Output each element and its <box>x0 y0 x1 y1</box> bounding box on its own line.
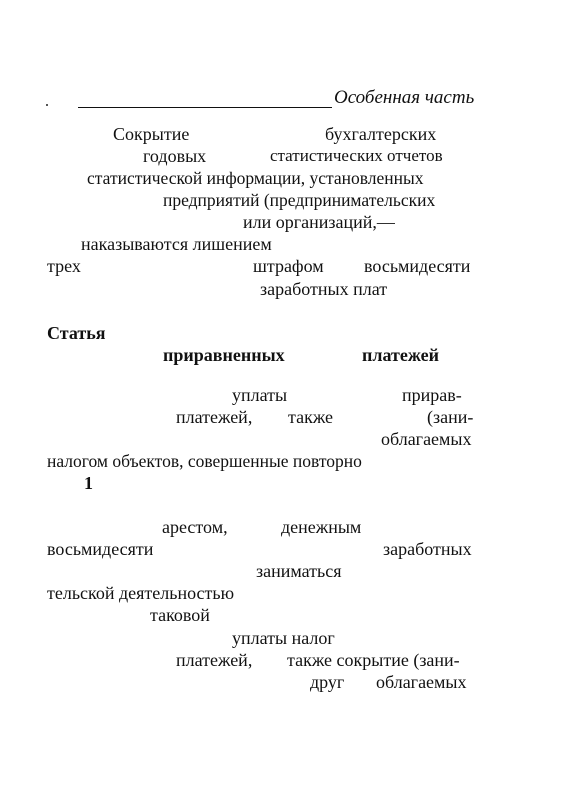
text-line: или организаций,— <box>243 212 395 232</box>
text-line: 1 <box>84 473 93 493</box>
text-line: восьмидесяти <box>364 256 471 276</box>
header-rule <box>78 107 332 108</box>
text-line: тельской деятельностью <box>47 583 235 603</box>
article-heading: приравненных <box>163 345 285 365</box>
text-line: бухгалтерских <box>325 124 437 144</box>
text-line: облагаемых <box>381 429 472 449</box>
text-line: прирав- <box>402 385 462 405</box>
text-line: также <box>288 407 334 427</box>
text-line: арестом, <box>162 517 228 537</box>
text-line: заработных плат <box>260 279 388 299</box>
text-line: денежным <box>281 517 362 537</box>
text-line: платежей, <box>176 650 253 670</box>
text-line: налогом объектов, совершенные повторно <box>47 451 362 471</box>
text-line: статистической информации, установленных <box>87 168 424 188</box>
text-line: таковой <box>150 605 210 625</box>
text-line: также сокрытие (зани- <box>287 650 460 670</box>
article-heading: платежей <box>362 345 440 365</box>
text-line: облагаемых <box>376 672 467 692</box>
text-line: статистических отчетов <box>270 146 443 165</box>
text-line: платежей, <box>176 407 253 427</box>
text-line: (зани- <box>427 407 474 427</box>
text-line: заниматься <box>256 561 342 581</box>
text-line: трех <box>47 256 81 276</box>
text-line: штрафом <box>253 256 324 276</box>
page-speck <box>46 104 48 106</box>
text-line: наказываются лишением <box>81 234 272 254</box>
text-line: восьмидесяти <box>47 539 154 559</box>
running-title: Особенная часть <box>334 87 475 108</box>
text-line: друг <box>310 672 345 692</box>
text-line: Сокрытие <box>113 124 190 144</box>
text-line: уплаты налог <box>232 628 335 648</box>
text-line: заработных <box>383 539 472 559</box>
text-line: уплаты <box>232 385 288 405</box>
article-heading: Статья <box>47 323 106 343</box>
text-line: предприятий (предпринимательских <box>163 190 436 210</box>
text-line: годовых <box>143 146 207 166</box>
